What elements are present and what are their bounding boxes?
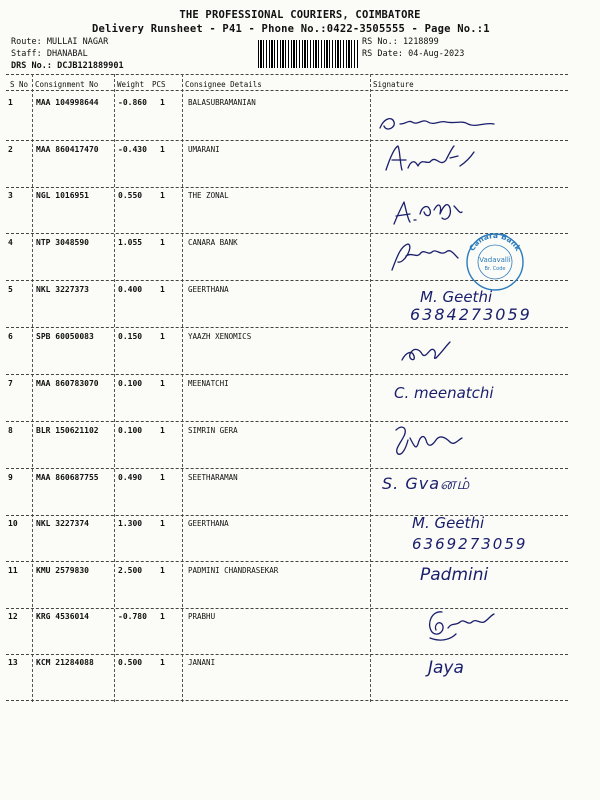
col-header-weight: Weight — [117, 80, 145, 89]
row-sno: 7 — [8, 379, 13, 388]
table-row — [8, 424, 568, 470]
table-row — [8, 143, 568, 189]
row-sno: 3 — [8, 191, 13, 200]
header-top-rule — [6, 74, 568, 75]
row-sno: 11 — [8, 566, 18, 575]
row-weight: 0.150 — [118, 332, 143, 341]
row-separator — [6, 561, 568, 562]
rs-date-label: RS Date: — [362, 49, 403, 59]
col-header-pcs: PCS — [152, 80, 166, 89]
row-weight: 0.100 — [118, 426, 143, 435]
signature-row-12 — [420, 604, 500, 646]
canara-bank-stamp — [462, 232, 528, 292]
signature-row-4 — [388, 236, 464, 276]
row-consignment: MAA 860783070 — [36, 379, 99, 388]
row-weight: 2.500 — [118, 566, 143, 575]
signature-row-2 — [380, 140, 480, 178]
row-sno: 4 — [8, 238, 13, 247]
signature-row-3 — [388, 192, 468, 230]
col-header-consignee: Consignee Details — [185, 80, 262, 89]
row-separator — [6, 654, 568, 655]
row-sno: 1 — [8, 98, 13, 107]
row-pcs: 1 — [160, 285, 165, 294]
handwritten-name-row-10: M. Geethi — [412, 514, 485, 532]
handwritten-row-7: C. meenatchi — [394, 384, 494, 402]
table-row — [8, 189, 568, 235]
rs-no-value: 1218899 — [402, 37, 439, 47]
row-weight: 0.100 — [118, 379, 143, 388]
row-consignee: JANANI — [188, 658, 216, 667]
row-sno: 5 — [8, 285, 13, 294]
row-separator — [6, 421, 568, 422]
row-weight: 0.500 — [118, 658, 143, 667]
row-weight: 1.300 — [118, 519, 143, 528]
row-consignee: SIMRIN GERA — [188, 426, 238, 435]
handwritten-name-row-5: M. Geethi — [420, 288, 493, 306]
col-header-consignment: Consignment No — [35, 80, 99, 89]
handwritten-row-9: S. Gvaனம் — [382, 474, 471, 493]
signature-row-1 — [372, 106, 502, 138]
route-label: Route: — [11, 37, 42, 47]
row-consignment: SPB 60050083 — [36, 332, 94, 341]
row-consignment: KMU 2579830 — [36, 566, 89, 575]
row-consignee: CANARA BANK — [188, 238, 238, 247]
row-weight: -0.430 — [118, 145, 147, 154]
row-consignee: UMARANI — [188, 145, 220, 154]
col-header-sno: S No — [10, 80, 29, 89]
rs-no-label: RS No.: — [362, 37, 398, 47]
row-pcs: 1 — [160, 658, 165, 667]
stamp-bank-name: Canara Bank — [467, 232, 523, 253]
row-consignment: MAA 104998644 — [36, 98, 99, 107]
row-pcs: 1 — [160, 379, 165, 388]
row-sno: 10 — [8, 519, 18, 528]
row-consignee: MEENATCHI — [188, 379, 229, 388]
row-consignment: KCM 21284088 — [36, 658, 94, 667]
row-sno: 13 — [8, 658, 18, 667]
header-bottom-rule — [6, 90, 568, 91]
row-pcs: 1 — [160, 191, 165, 200]
row-pcs: 1 — [160, 612, 165, 621]
row-pcs: 1 — [160, 332, 165, 341]
row-separator — [6, 140, 568, 141]
row-consignee: GEERTHANA — [188, 285, 229, 294]
handwritten-phone-row-10: 6369273059 — [412, 535, 528, 553]
col-header-signature: Signature — [373, 80, 414, 89]
stamp-code-label: Br. Code — [484, 266, 506, 272]
drs-line — [11, 61, 124, 71]
row-consignee: GEERTHANA — [188, 519, 229, 528]
row-consignment: NKL 3227373 — [36, 285, 89, 294]
row-pcs: 1 — [160, 519, 165, 528]
row-pcs: 1 — [160, 473, 165, 482]
signature-row-6 — [398, 336, 458, 366]
row-consignment: KRG 4536014 — [36, 612, 89, 621]
row-sno: 6 — [8, 332, 13, 341]
row-sno: 9 — [8, 473, 13, 482]
row-weight: 0.400 — [118, 285, 143, 294]
row-consignment: NTP 3048590 — [36, 238, 89, 247]
row-consignee: BALASUBRAMANIAN — [188, 98, 256, 107]
handwritten-row-13: Jaya — [428, 658, 464, 678]
row-separator — [6, 700, 568, 701]
row-weight: 0.490 — [118, 473, 143, 482]
row-separator — [6, 374, 568, 375]
row-consignee: PRABHU — [188, 612, 216, 621]
row-sno: 2 — [8, 145, 13, 154]
row-pcs: 1 — [160, 426, 165, 435]
row-separator — [6, 187, 568, 188]
row-sno: 8 — [8, 426, 13, 435]
table-row — [8, 330, 568, 376]
row-sno: 12 — [8, 612, 18, 621]
table-row — [8, 471, 568, 517]
runsheet-title: Delivery Runsheet - P41 - Phone No.:0422-3505555 - Page No.:1 — [92, 23, 490, 35]
row-consignee: SEETHARAMAN — [188, 473, 238, 482]
stamp-branch: Vadavalli — [479, 256, 511, 264]
rs-no-line — [362, 37, 439, 47]
row-consignment: NGL 1016951 — [36, 191, 89, 200]
row-consignment: NKL 3227374 — [36, 519, 89, 528]
row-separator — [6, 327, 568, 328]
row-pcs: 1 — [160, 238, 165, 247]
staff-line — [11, 49, 88, 59]
row-pcs: 1 — [160, 98, 165, 107]
rs-date-value: 04-Aug-2023 — [408, 49, 465, 59]
route-line — [11, 37, 108, 47]
signature-row-8 — [388, 420, 468, 460]
company-title: THE PROFESSIONAL COURIERS, COIMBATORE — [179, 9, 421, 21]
row-weight: -0.780 — [118, 612, 147, 621]
drs-label: DRS No.: — [11, 61, 52, 71]
row-consignee: PADMINI CHANDRASEKAR — [188, 566, 279, 575]
row-pcs: 1 — [160, 145, 165, 154]
route-value: MULLAI NAGAR — [46, 37, 109, 47]
rs-date-line — [362, 49, 464, 59]
row-weight: 1.055 — [118, 238, 143, 247]
handwritten-phone-row-5: 6384273059 — [410, 305, 532, 324]
staff-value: DHANABAL — [46, 49, 88, 59]
row-consignee: THE ZONAL — [188, 191, 229, 200]
handwritten-row-11: Padmini — [420, 565, 489, 585]
row-weight: 0.550 — [118, 191, 143, 200]
drs-value: DCJB121889901 — [57, 61, 124, 71]
barcode — [258, 40, 358, 68]
staff-label: Staff: — [11, 49, 42, 59]
row-pcs: 1 — [160, 566, 165, 575]
row-consignee: YAAZH XENOMICS — [188, 332, 252, 341]
row-consignment: MAA 860417470 — [36, 145, 99, 154]
row-weight: -0.860 — [118, 98, 147, 107]
row-separator — [6, 468, 568, 469]
table-row — [8, 656, 568, 702]
row-consignment: MAA 860687755 — [36, 473, 99, 482]
row-consignment: BLR 150621102 — [36, 426, 99, 435]
